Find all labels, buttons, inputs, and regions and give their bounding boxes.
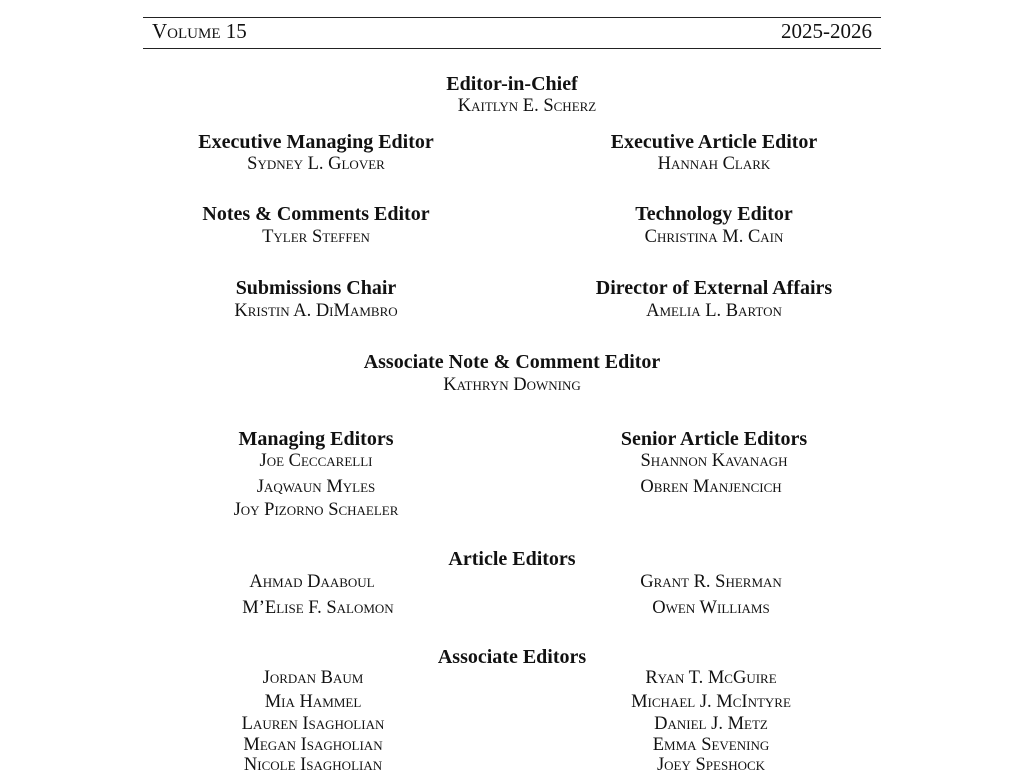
- executive-article-editor-title: Executive Article Editor: [610, 131, 818, 153]
- technology-editor-name: Christina M. Cain: [644, 227, 784, 247]
- article-editors-title: Article Editors: [448, 548, 576, 570]
- associate-editor-name: Jordan Baum: [262, 668, 364, 688]
- submissions-chair-title: Submissions Chair: [235, 277, 397, 299]
- technology-editor-title: Technology Editor: [635, 203, 793, 225]
- associate-editor-name: Daniel J. Metz: [654, 714, 768, 734]
- executive-article-editor-name: Hannah Clark: [657, 154, 771, 174]
- associate-editor-name: Michael J. McIntyre: [631, 692, 791, 712]
- bottom-rule: [143, 48, 881, 49]
- managing-editor-name: Joe Ceccarelli: [259, 451, 373, 471]
- associate-editor-name: Joey Speshock: [656, 755, 766, 775]
- managing-editor-name: Jaqwaun Myles: [256, 477, 376, 497]
- associate-editor-name: Megan Isagholian: [243, 735, 383, 755]
- external-affairs-title: Director of External Affairs: [595, 277, 833, 299]
- managing-editors-title: Managing Editors: [238, 428, 394, 450]
- associate-editor-name: Emma Sevening: [652, 735, 770, 755]
- article-editor-name: Grant R. Sherman: [640, 572, 782, 592]
- associate-note-comment-editor-name: Kathryn Downing: [443, 375, 581, 395]
- associate-editors-title: Associate Editors: [437, 646, 587, 668]
- article-editor-name: Ahmad Daaboul: [249, 572, 375, 592]
- submissions-chair-name: Kristin A. DiMambro: [234, 301, 398, 321]
- associate-editor-name: Lauren Isagholian: [241, 714, 385, 734]
- article-editor-name: Owen Williams: [652, 598, 770, 618]
- associate-note-comment-editor-title: Associate Note & Comment Editor: [363, 351, 661, 373]
- page-header: [152, 19, 872, 47]
- managing-editor-name: Joy Pizorno Schaeler: [233, 500, 399, 520]
- senior-article-editors-title: Senior Article Editors: [620, 428, 808, 450]
- top-rule: [143, 17, 881, 18]
- external-affairs-name: Amelia L. Barton: [646, 301, 782, 321]
- senior-article-editor-name: Obren Manjencich: [640, 477, 782, 497]
- notes-comments-editor-title: Notes & Comments Editor: [202, 203, 430, 225]
- volume-label: Volume 15: [152, 19, 247, 43]
- executive-managing-editor-title: Executive Managing Editor: [198, 131, 434, 153]
- year-range: 2025-2026: [781, 19, 872, 43]
- associate-editor-name: Nicole Isagholian: [243, 755, 383, 775]
- editor-in-chief-name: Kaitlyn E. Scherz: [457, 96, 597, 116]
- article-editor-name: M’Elise F. Salomon: [242, 598, 394, 618]
- associate-editor-name: Mia Hammel: [264, 692, 362, 712]
- editor-in-chief-title: Editor-in-Chief: [446, 73, 578, 95]
- associate-editor-name: Ryan T. McGuire: [645, 668, 777, 688]
- notes-comments-editor-name: Tyler Steffen: [262, 227, 370, 247]
- senior-article-editor-name: Shannon Kavanagh: [640, 451, 788, 471]
- executive-managing-editor-name: Sydney L. Glover: [247, 154, 385, 174]
